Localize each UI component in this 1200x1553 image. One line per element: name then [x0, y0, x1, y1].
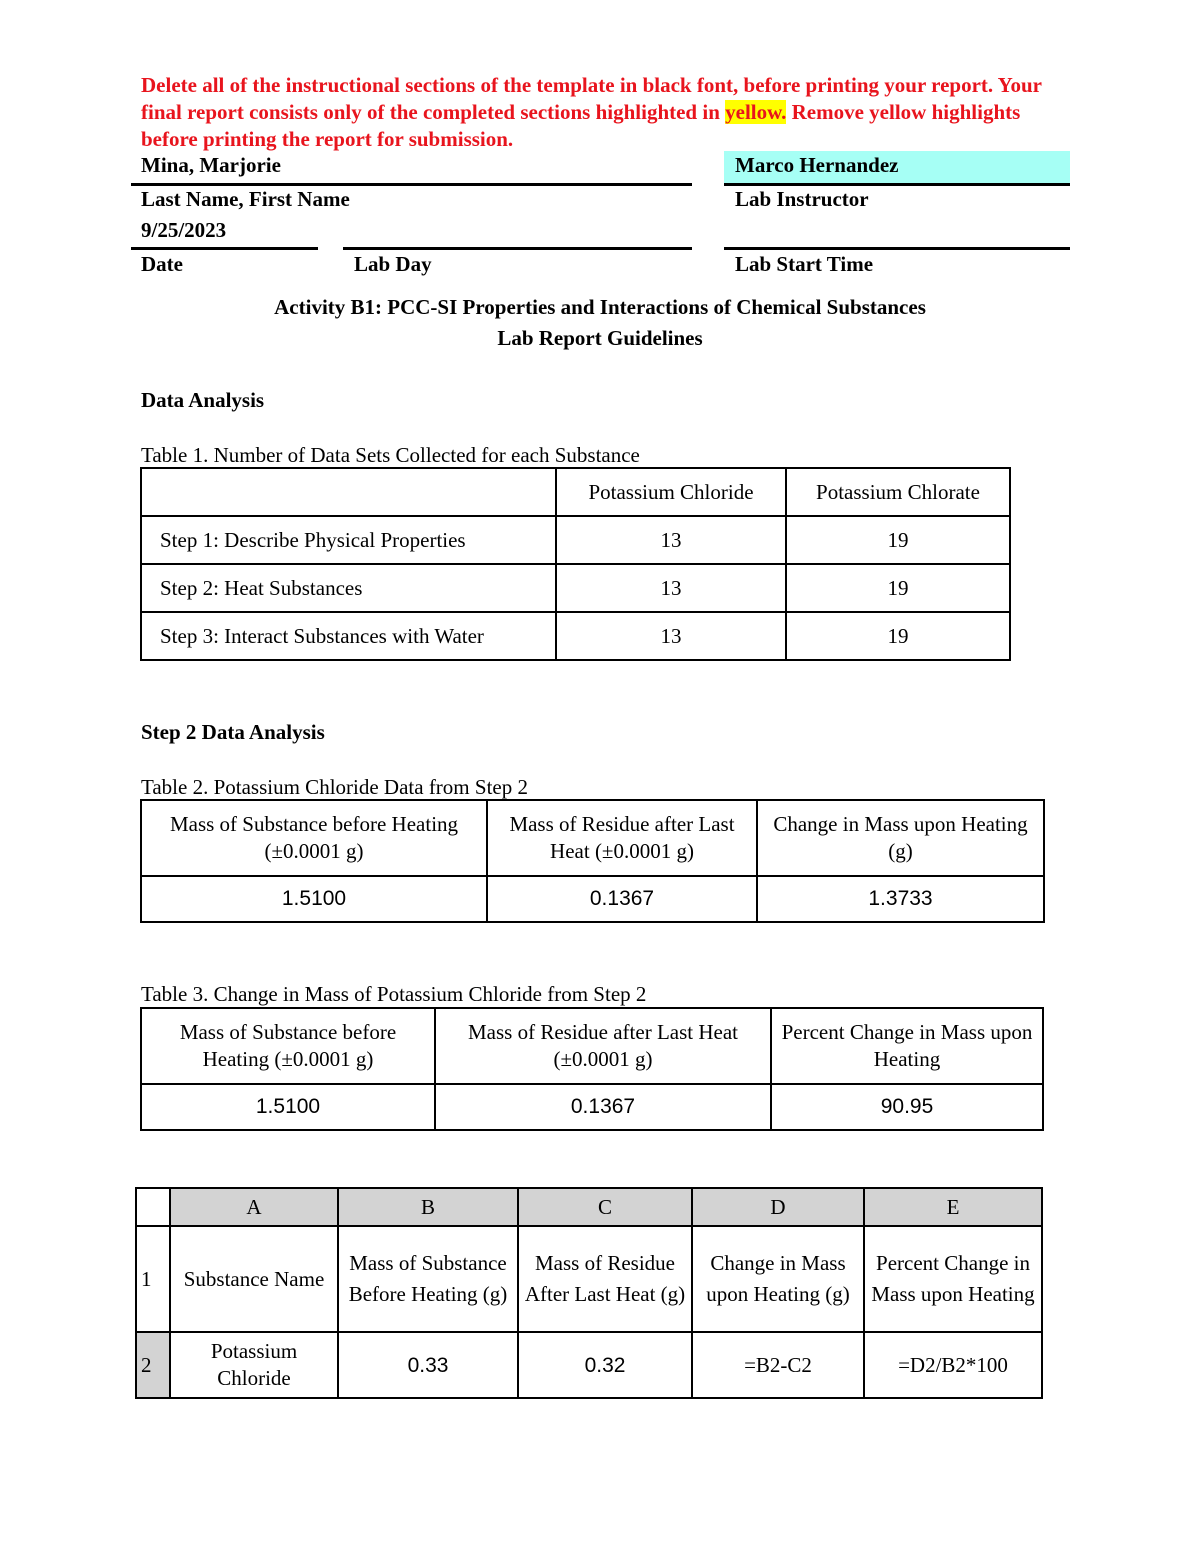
- column-letter: B: [338, 1188, 518, 1226]
- column-letter: C: [518, 1188, 692, 1226]
- table-cell: 0.32: [518, 1332, 692, 1398]
- table-row: [141, 1084, 1043, 1130]
- date-value: 9/25/2023: [141, 218, 227, 242]
- name-rule: [131, 183, 692, 186]
- table-cell: [141, 468, 556, 516]
- table-cell: 0.33: [338, 1332, 518, 1398]
- instructor-label: Lab Instructor: [735, 187, 869, 211]
- corner-cell: [136, 1188, 170, 1226]
- table-header: Change in Mass upon Heating (g): [757, 800, 1044, 876]
- table-header: Substance Name: [170, 1226, 338, 1332]
- page-title: Activity B1: PCC-SI Properties and Interactions of Chemical Substances: [274, 295, 926, 319]
- column-letter: E: [864, 1188, 1042, 1226]
- table-cell: =B2-C2: [692, 1332, 864, 1398]
- table3: [140, 1007, 1044, 1131]
- table-header: Mass of Substance before Heating (±0.0001 g): [141, 1008, 435, 1084]
- table-row: [141, 1008, 1043, 1084]
- date-rule: [131, 247, 318, 250]
- table2-caption: Table 2. Potassium Chloride Data from Step 2: [141, 775, 528, 799]
- instructions-highlight: yellow.: [725, 100, 787, 124]
- table3-caption: Table 3. Change in Mass of Potassium Chloride from Step 2: [141, 982, 647, 1006]
- table-cell: Step 3: Interact Substances with Water: [141, 612, 556, 660]
- name-label: Last Name, First Name: [141, 187, 350, 211]
- table-row: [141, 800, 1044, 876]
- table-cell: Step 2: Heat Substances: [141, 564, 556, 612]
- table-header: Mass of Residue After Last Heat (g): [518, 1226, 692, 1332]
- table-header: Percent Change in Mass upon Heating: [771, 1008, 1043, 1084]
- lab-start-label: Lab Start Time: [735, 252, 874, 276]
- table-cell: 19: [786, 612, 1010, 660]
- column-letter: D: [692, 1188, 864, 1226]
- instructor-rule: [724, 183, 1070, 186]
- table-header: Potassium Chloride: [556, 468, 786, 516]
- table-header: Percent Change in Mass upon Heating: [864, 1226, 1042, 1332]
- table-row: [141, 468, 1010, 516]
- instructions-part2: Remove yellow highlights before printing the report for submission.: [141, 100, 1021, 151]
- table-row: [136, 1188, 1042, 1226]
- data-analysis-heading: Data Analysis: [141, 388, 265, 412]
- table-cell: 1.3733: [757, 876, 1044, 922]
- step2-heading: Step 2 Data Analysis: [141, 720, 325, 744]
- table-cell: 1.5100: [141, 876, 487, 922]
- lab-start-rule: [724, 247, 1070, 250]
- table-cell: 0.1367: [435, 1084, 771, 1130]
- table-header: Potassium Chlorate: [786, 468, 1010, 516]
- table1-caption: Table 1. Number of Data Sets Collected for each Substance: [141, 443, 640, 467]
- table-cell: Potassium Chloride: [170, 1332, 338, 1398]
- lab-day-label: Lab Day: [354, 252, 432, 276]
- table-header: Mass of Substance Before Heating (g): [338, 1226, 518, 1332]
- table-cell: Step 1: Describe Physical Properties: [141, 516, 556, 564]
- row-number: 1: [136, 1226, 170, 1332]
- table-cell: 90.95: [771, 1084, 1043, 1130]
- table1: [140, 467, 1011, 661]
- name-value: Mina, Marjorie: [141, 153, 281, 177]
- table-cell: 19: [786, 564, 1010, 612]
- table-header: Mass of Residue after Last Heat (±0.0001 g): [487, 800, 757, 876]
- date-label: Date: [141, 252, 183, 276]
- table-cell: 13: [556, 564, 786, 612]
- page-subtitle: Lab Report Guidelines: [497, 326, 703, 350]
- table-cell: 1.5100: [141, 1084, 435, 1130]
- table-row: [141, 564, 1010, 612]
- instructions-part1: Delete all of the instructional sections of the template in black font, before printing your report. Your final report consists only of the completed sections highlighted in: [141, 73, 1042, 124]
- table-header: Mass of Substance before Heating (±0.0001 g): [141, 800, 487, 876]
- table-cell: 19: [786, 516, 1010, 564]
- table-cell: 13: [556, 612, 786, 660]
- table-row: [141, 876, 1044, 922]
- table-row: [141, 516, 1010, 564]
- table-row: [141, 612, 1010, 660]
- instructor-value: Marco Hernandez: [735, 153, 899, 177]
- column-letter: A: [170, 1188, 338, 1226]
- instructions-text: [141, 72, 1071, 153]
- spreadsheet-table: [135, 1187, 1043, 1399]
- table-row: [136, 1226, 1042, 1332]
- table-header: Change in Mass upon Heating (g): [692, 1226, 864, 1332]
- table-row: [136, 1332, 1042, 1398]
- row-number: 2: [136, 1332, 170, 1398]
- lab-day-rule: [343, 247, 692, 250]
- table-cell: 13: [556, 516, 786, 564]
- table-cell: 0.1367: [487, 876, 757, 922]
- table2: [140, 799, 1045, 923]
- table-cell: =D2/B2*100: [864, 1332, 1042, 1398]
- table-header: Mass of Residue after Last Heat (±0.0001 g): [435, 1008, 771, 1084]
